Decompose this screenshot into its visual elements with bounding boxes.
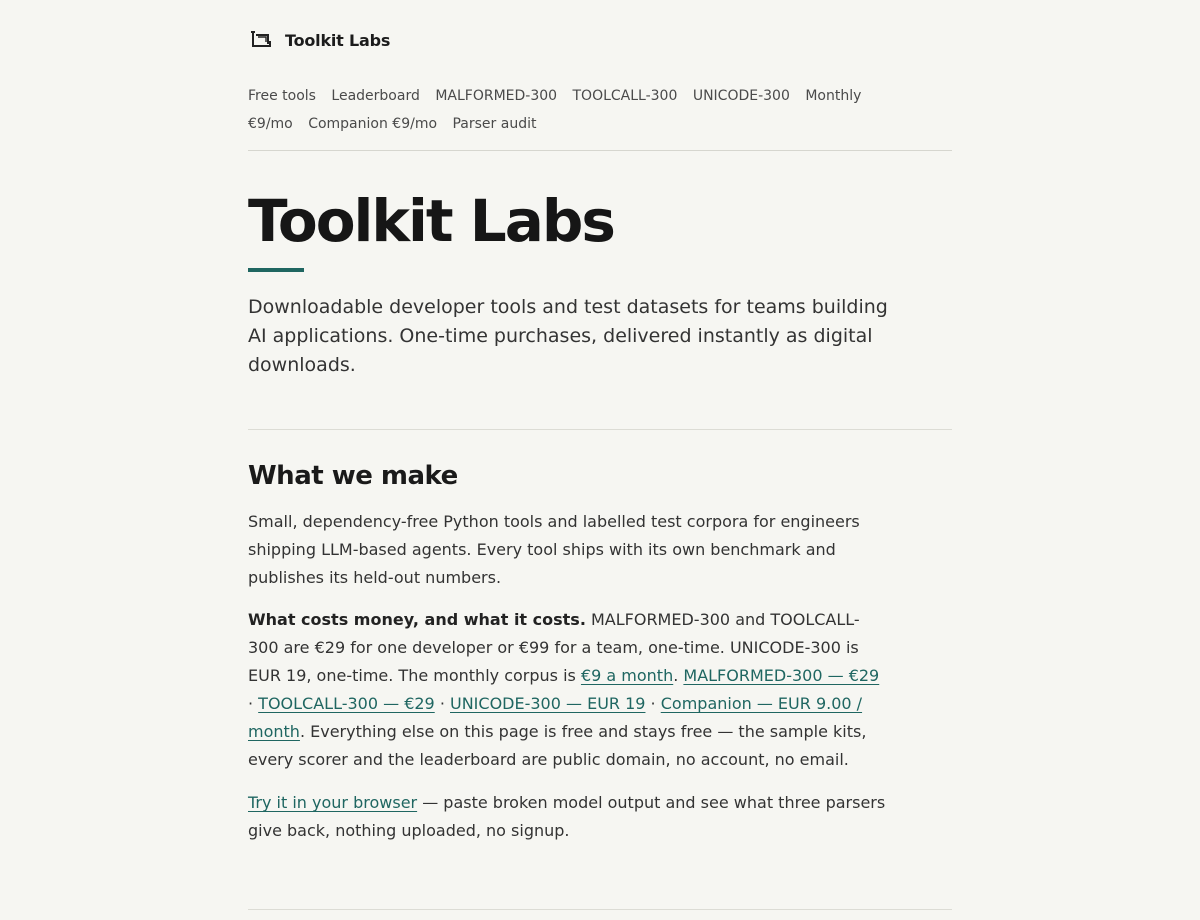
main-nav <box>248 82 888 138</box>
nav-link-leaderboard[interactable]: Leaderboard <box>331 88 420 104</box>
header-divider <box>248 150 952 151</box>
section-divider <box>248 429 952 430</box>
page-title: Toolkit Labs <box>248 187 614 255</box>
pricing-text: MALFORMED-300 and TOOLCALL-300 are €29 for one developer or €99 for a team, one-time. UNICODE-300 is EUR 19, one-time. The monthly corpus is <box>248 610 860 685</box>
companion-link[interactable]: Companion — EUR 9.00 / month <box>248 694 863 741</box>
separator: · <box>645 694 661 713</box>
pricing-text: . <box>673 666 684 685</box>
title-accent-bar <box>248 268 304 272</box>
toolcall-300-link[interactable]: TOOLCALL-300 — €29 <box>258 694 435 713</box>
nav-link-free-tools[interactable]: Free tools <box>248 88 316 104</box>
try-text: — paste broken model output and see what three parsers give back, nothing uploaded, no signup. <box>248 793 886 840</box>
try-paragraph <box>248 789 888 845</box>
separator: · <box>434 694 450 713</box>
intro-paragraph: Small, dependency-free Python tools and labelled test corpora for engineers shipping LLM-based agents. Every tool ships with its own benchmark and publishes its held-out numbers. <box>248 512 860 587</box>
nav-link-monthly[interactable]: Monthly €9/mo <box>248 88 862 132</box>
hero-lead: Downloadable developer tools and test datasets for teams building AI applications. One-time purchases, delivered instantly as digital downloads. <box>248 296 888 376</box>
brand-name: Toolkit Labs <box>285 30 391 50</box>
nav-link-toolcall-300[interactable]: TOOLCALL-300 <box>572 88 678 104</box>
footer-divider <box>248 909 952 910</box>
brand[interactable] <box>248 20 952 60</box>
page <box>248 20 952 840</box>
unicode-300-link[interactable]: UNICODE-300 — EUR 19 <box>450 694 646 713</box>
monthly-price-link[interactable]: €9 a month <box>580 666 674 685</box>
separator: · <box>248 694 259 713</box>
crop-frame-icon <box>248 29 274 51</box>
pricing-paragraph <box>248 606 888 774</box>
nav-link-companion[interactable]: Companion €9/mo <box>308 116 438 132</box>
pricing-heading: What costs money, and what it costs. <box>248 610 586 629</box>
try-in-browser-link[interactable]: Try it in your browser <box>248 793 418 812</box>
nav-link-parser-audit[interactable]: Parser audit <box>452 116 537 132</box>
section-heading: What we make <box>248 461 458 491</box>
nav-link-malformed-300[interactable]: MALFORMED-300 <box>435 88 558 104</box>
malformed-300-link[interactable]: MALFORMED-300 — €29 <box>683 666 880 685</box>
nav-link-unicode-300[interactable]: UNICODE-300 <box>692 88 790 104</box>
pricing-text: . Everything else on this page is free and stays free — the sample kits, every scorer and the leaderboard are public domain, no account, no email. <box>248 722 867 769</box>
